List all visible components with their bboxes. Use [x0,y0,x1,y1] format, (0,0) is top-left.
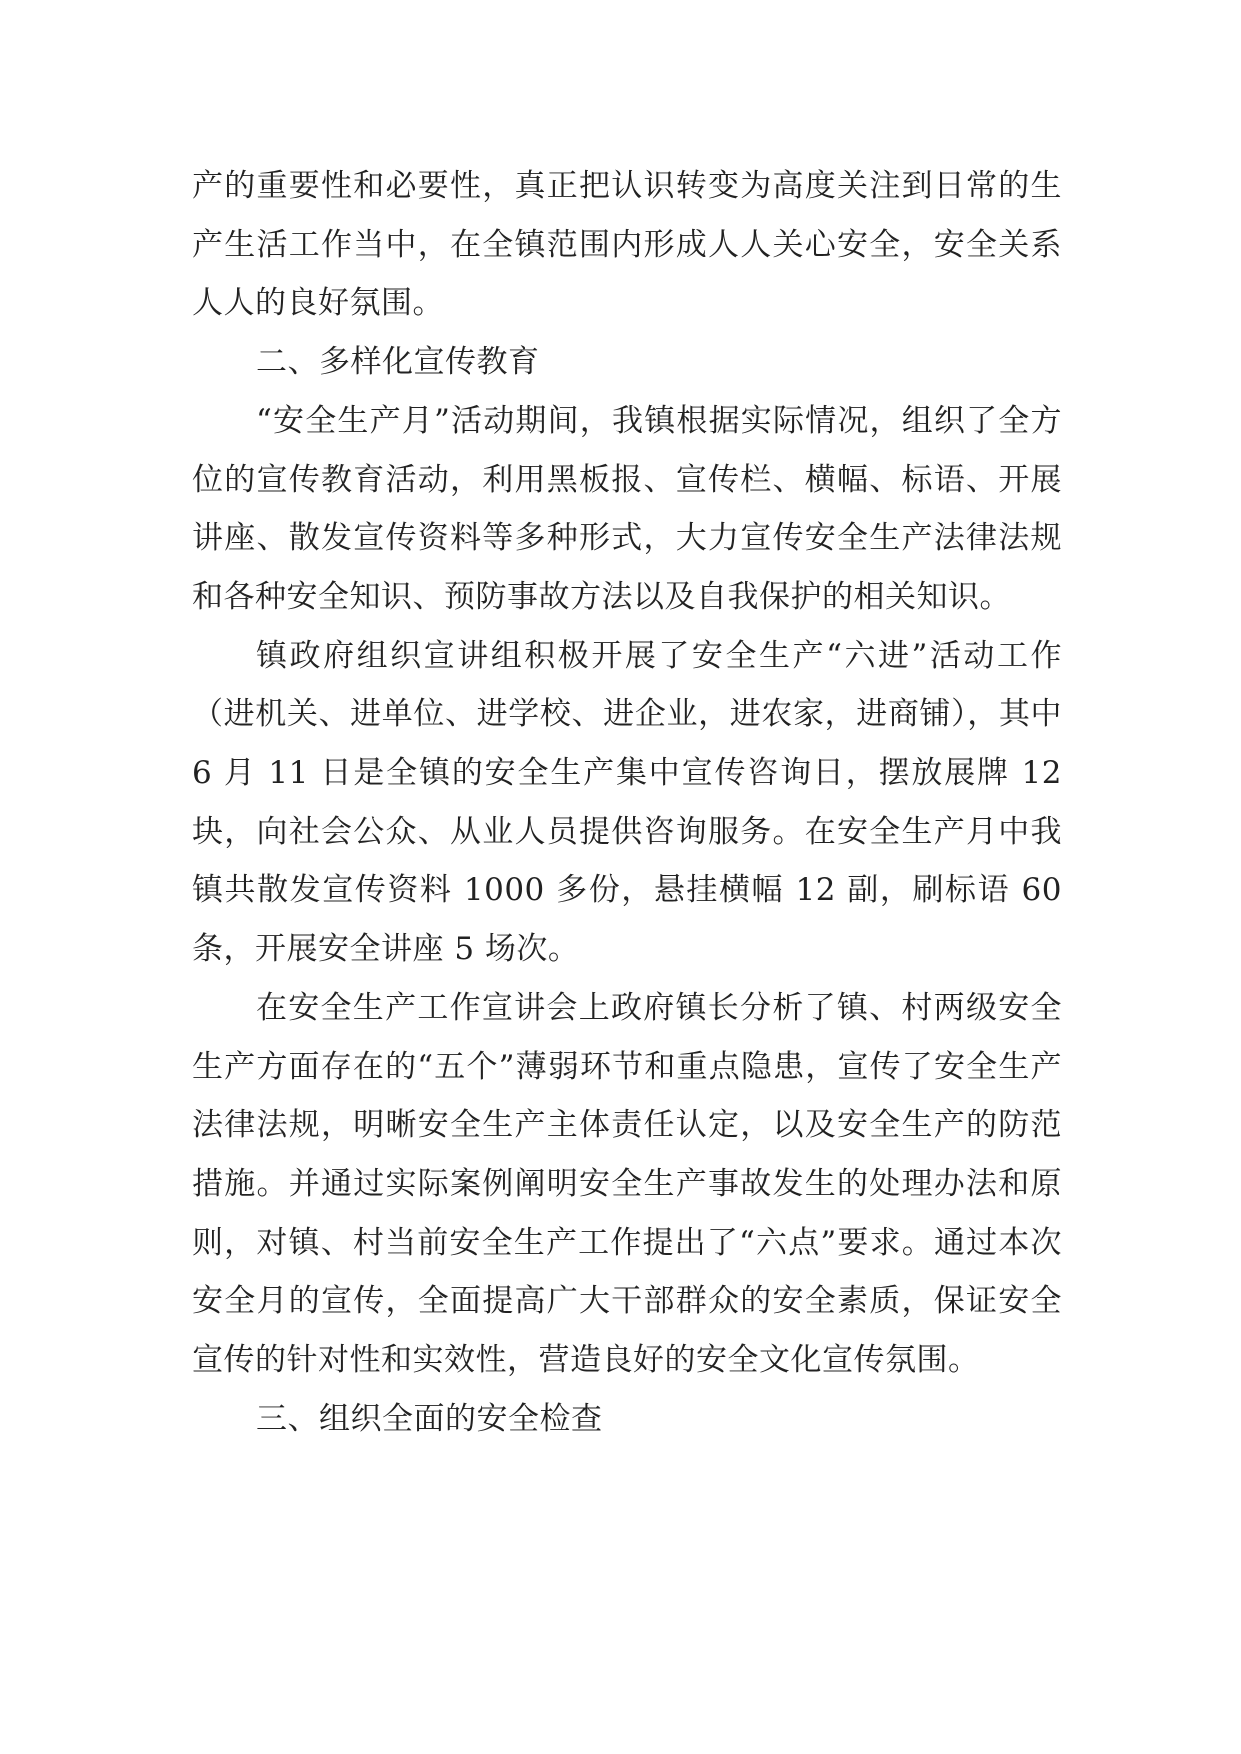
document-body [192,157,1062,1448]
paragraph: 在安全生产工作宣讲会上政府镇长分析了镇、村两级安全生产方面存在的“五个”薄弱环节和重点隐患，宣传了安全生产法律法规，明晰安全生产主体责任认定，以及安全生产的防范措施。并通过实际案例阐明安全生产事故发生的处理办法和原则，对镇、村当前安全生产工作提出了“六点”要求。通过本次安全月的宣传，全面提高广大干部群众的安全素质，保证安全宣传的针对性和实效性，营造良好的安全文化宣传氛围。 [192,989,1062,1379]
paragraph: “安全生产月”活动期间，我镇根据实际情况，组织了全方位的宣传教育活动，利用黑板报、宣传栏、横幅、标语、开展讲座、散发宣传资料等多种形式，大力宣传安全生产法律法规和各种安全知识、预防事故方法以及自我保护的相关知识。 [192,402,1062,615]
paragraph-continuation: 产的重要性和必要性，真正把认识转变为高度关注到日常的生产生活工作当中，在全镇范围内形成人人关心安全，安全关系人人的良好氛围。 [192,168,1062,322]
section-heading-3: 三、组织全面的安全检查 [256,1400,603,1437]
paragraph: 镇政府组织宣讲组积极开展了安全生产“六进”活动工作（进机关、进单位、进学校、进企业，进农家，进商铺），其中 6 月 11 日是全镇的安全生产集中宣传咨询日，摆放展牌 12 块，向社会公众、从业人员提供咨询服务。在安全生产月中我镇共散发宣传资料 1000 多份，悬挂横幅 12 副，刷标语 60 条，开展安全讲座 5 场次。 [192,637,1062,968]
section-heading-2: 二、多样化宣传教育 [256,344,540,381]
